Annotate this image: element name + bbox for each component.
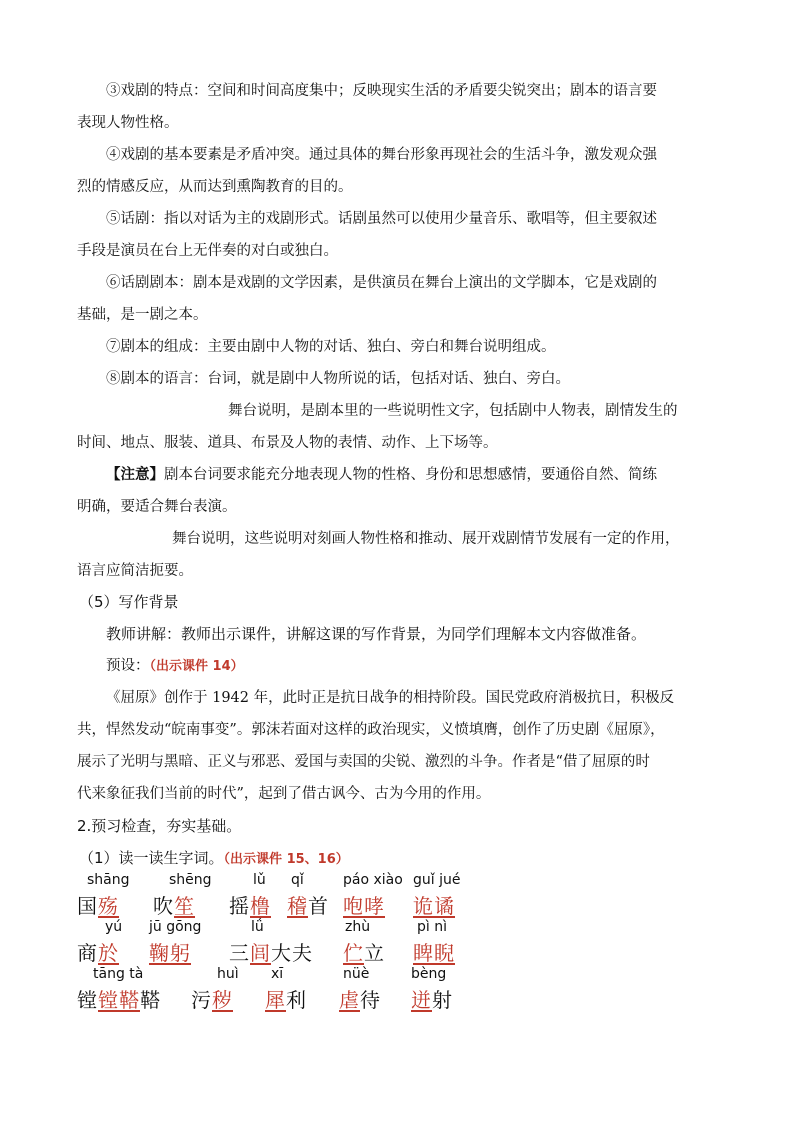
paragraph-drama-features-line2: 表现人物性格。: [77, 115, 179, 131]
background-line1: 《屈原》创作于 1942 年，此时正是抗日战争的相持阶段。国民党政府消极抗日，积极反: [106, 690, 675, 706]
section-heading-preview: 2.预习检查，夯实基础。: [77, 817, 242, 835]
char-plain: 射: [432, 988, 453, 1012]
background-line3: 展示了光明与黑暗、正义与邪恶、爱国与卖国的尖锐、激烈的斗争。作者是“借了屈原的时: [77, 754, 650, 770]
char-target: 诡谲: [413, 894, 455, 918]
paragraph-stage-direction-line2: 时间、地点、服装、道具、布景及人物的表情、动作、上下场等。: [77, 435, 498, 451]
paragraph-stage-direction-line1: 舞台说明，是剧本里的一些说明性文字，包括剧中人物表，剧情发生的: [228, 403, 678, 419]
char-plain: 待: [360, 988, 381, 1012]
note-line2: 明确，要适合舞台表演。: [77, 499, 237, 515]
paragraph-script-line1: ⑥话剧剧本：剧本是戏剧的文学因素，是供演员在舞台上演出的文学脚本，它是戏剧的: [106, 275, 657, 291]
char-plain: 镗: [77, 988, 98, 1012]
note-text: 剧本台词要求能充分地表现人物的性格、身份和思想感情，要通俗自然、简练: [164, 467, 657, 483]
pinyin: qǐ: [291, 872, 304, 888]
char-plain: 立: [364, 941, 385, 965]
preset-label: 预设：: [106, 658, 150, 674]
char-target: 咆哮: [343, 894, 385, 918]
char-target: 殇: [98, 894, 119, 918]
char-plain: 吹: [153, 894, 174, 918]
char-target: 鞠躬: [149, 941, 191, 965]
pinyin: páo xiào: [343, 872, 403, 888]
paragraph-drama-features-line1: ③戏剧的特点：空间和时间高度集中；反映现实生活的矛盾要尖锐突出；剧本的语言要: [106, 83, 657, 99]
char-target: 伫: [343, 941, 364, 965]
pinyin: tāng tà: [93, 966, 144, 982]
char-target: 镗鞳: [98, 988, 140, 1012]
char-target: 犀: [265, 988, 286, 1012]
courseware-ref-14: （出示课件 14）: [149, 659, 244, 674]
char-target: 虐: [339, 988, 360, 1012]
pinyin: xī: [271, 966, 284, 982]
pinyin: yú: [105, 919, 123, 935]
char-plain: 商: [77, 941, 98, 965]
preset-line: [106, 656, 244, 677]
char-target: 笙: [174, 894, 195, 918]
pinyin: guǐ jué: [413, 872, 461, 888]
char-plain: 污: [191, 988, 212, 1012]
char-target: 睥睨: [413, 941, 455, 965]
paragraph-script-composition: ⑦剧本的组成：主要由剧中人物的对话、独白、旁白和舞台说明组成。: [106, 339, 556, 355]
char-plain: 国: [77, 894, 98, 918]
char-plain: 鞳: [140, 988, 161, 1012]
char-target: 稽: [287, 894, 308, 918]
note-line3: 舞台说明，这些说明对刻画人物性格和推动、展开戏剧情节发展有一定的作用，: [172, 531, 680, 547]
char-target: 闾: [250, 941, 271, 965]
pinyin: bèng: [411, 966, 447, 982]
char-target: 於: [98, 941, 119, 965]
pinyin: jū gōng: [149, 919, 202, 935]
section-sub-read-words: [79, 848, 349, 870]
pinyin: lǔ: [253, 872, 266, 888]
pinyin: shāng: [87, 872, 130, 888]
paragraph-drama-elements-line2: 烈的情感反应，从而达到熏陶教育的目的。: [77, 179, 353, 195]
courseware-ref-15-16: （出示课件 15、16）: [223, 852, 349, 867]
sub-heading-text: （1）读一读生字词。: [79, 849, 224, 867]
background-line2: 共，悍然发动“皖南事变”。郭沫若面对这样的政治现实，义愤填膺，创作了历史剧《屈原》，: [77, 722, 665, 738]
pinyin: shēng: [169, 872, 212, 888]
paragraph-script-line2: 基础，是一剧之本。: [77, 307, 208, 323]
pinyin: pì nì: [417, 919, 447, 935]
paragraph-huaju-line2: 手段是演员在台上无伴奏的对白或独白。: [77, 243, 338, 259]
paragraph-script-language-line1: ⑧剧本的语言：台词，就是剧中人物所说的话，包括对话、独白、旁白。: [106, 371, 570, 387]
pinyin: nüè: [343, 966, 370, 982]
char-plain: 摇: [229, 894, 250, 918]
pinyin: lǘ: [251, 919, 264, 935]
pinyin: huì: [217, 966, 239, 982]
section-heading-background: （5）写作背景: [79, 593, 179, 611]
paragraph-drama-elements-line1: ④戏剧的基本要素是矛盾冲突。通过具体的舞台形象再现社会的生活斗争，激发观众强: [106, 147, 657, 163]
char-target: 秽: [212, 988, 233, 1012]
char-plain: 利: [286, 988, 307, 1012]
background-line4: 代来象征我们当前的时代”，起到了借古讽今、古为今用的作用。: [77, 786, 491, 802]
char-target: 迸: [411, 988, 432, 1012]
note-label: 【注意】: [106, 466, 164, 483]
note-line1: [106, 465, 657, 485]
char-target: 橹: [250, 894, 271, 918]
teacher-explanation: 教师讲解：教师出示课件，讲解这课的写作背景，为同学们理解本文内容做准备。: [106, 625, 647, 643]
note-line4: 语言应简洁扼要。: [77, 563, 193, 579]
char-plain: 大夫: [271, 941, 313, 965]
char-plain: 首: [308, 894, 329, 918]
paragraph-huaju-line1: ⑤话剧：指以对话为主的戏剧形式。话剧虽然可以使用少量音乐、歌唱等，但主要叙述: [106, 211, 657, 227]
pinyin: zhù: [345, 919, 371, 935]
char-plain: 三: [229, 941, 250, 965]
